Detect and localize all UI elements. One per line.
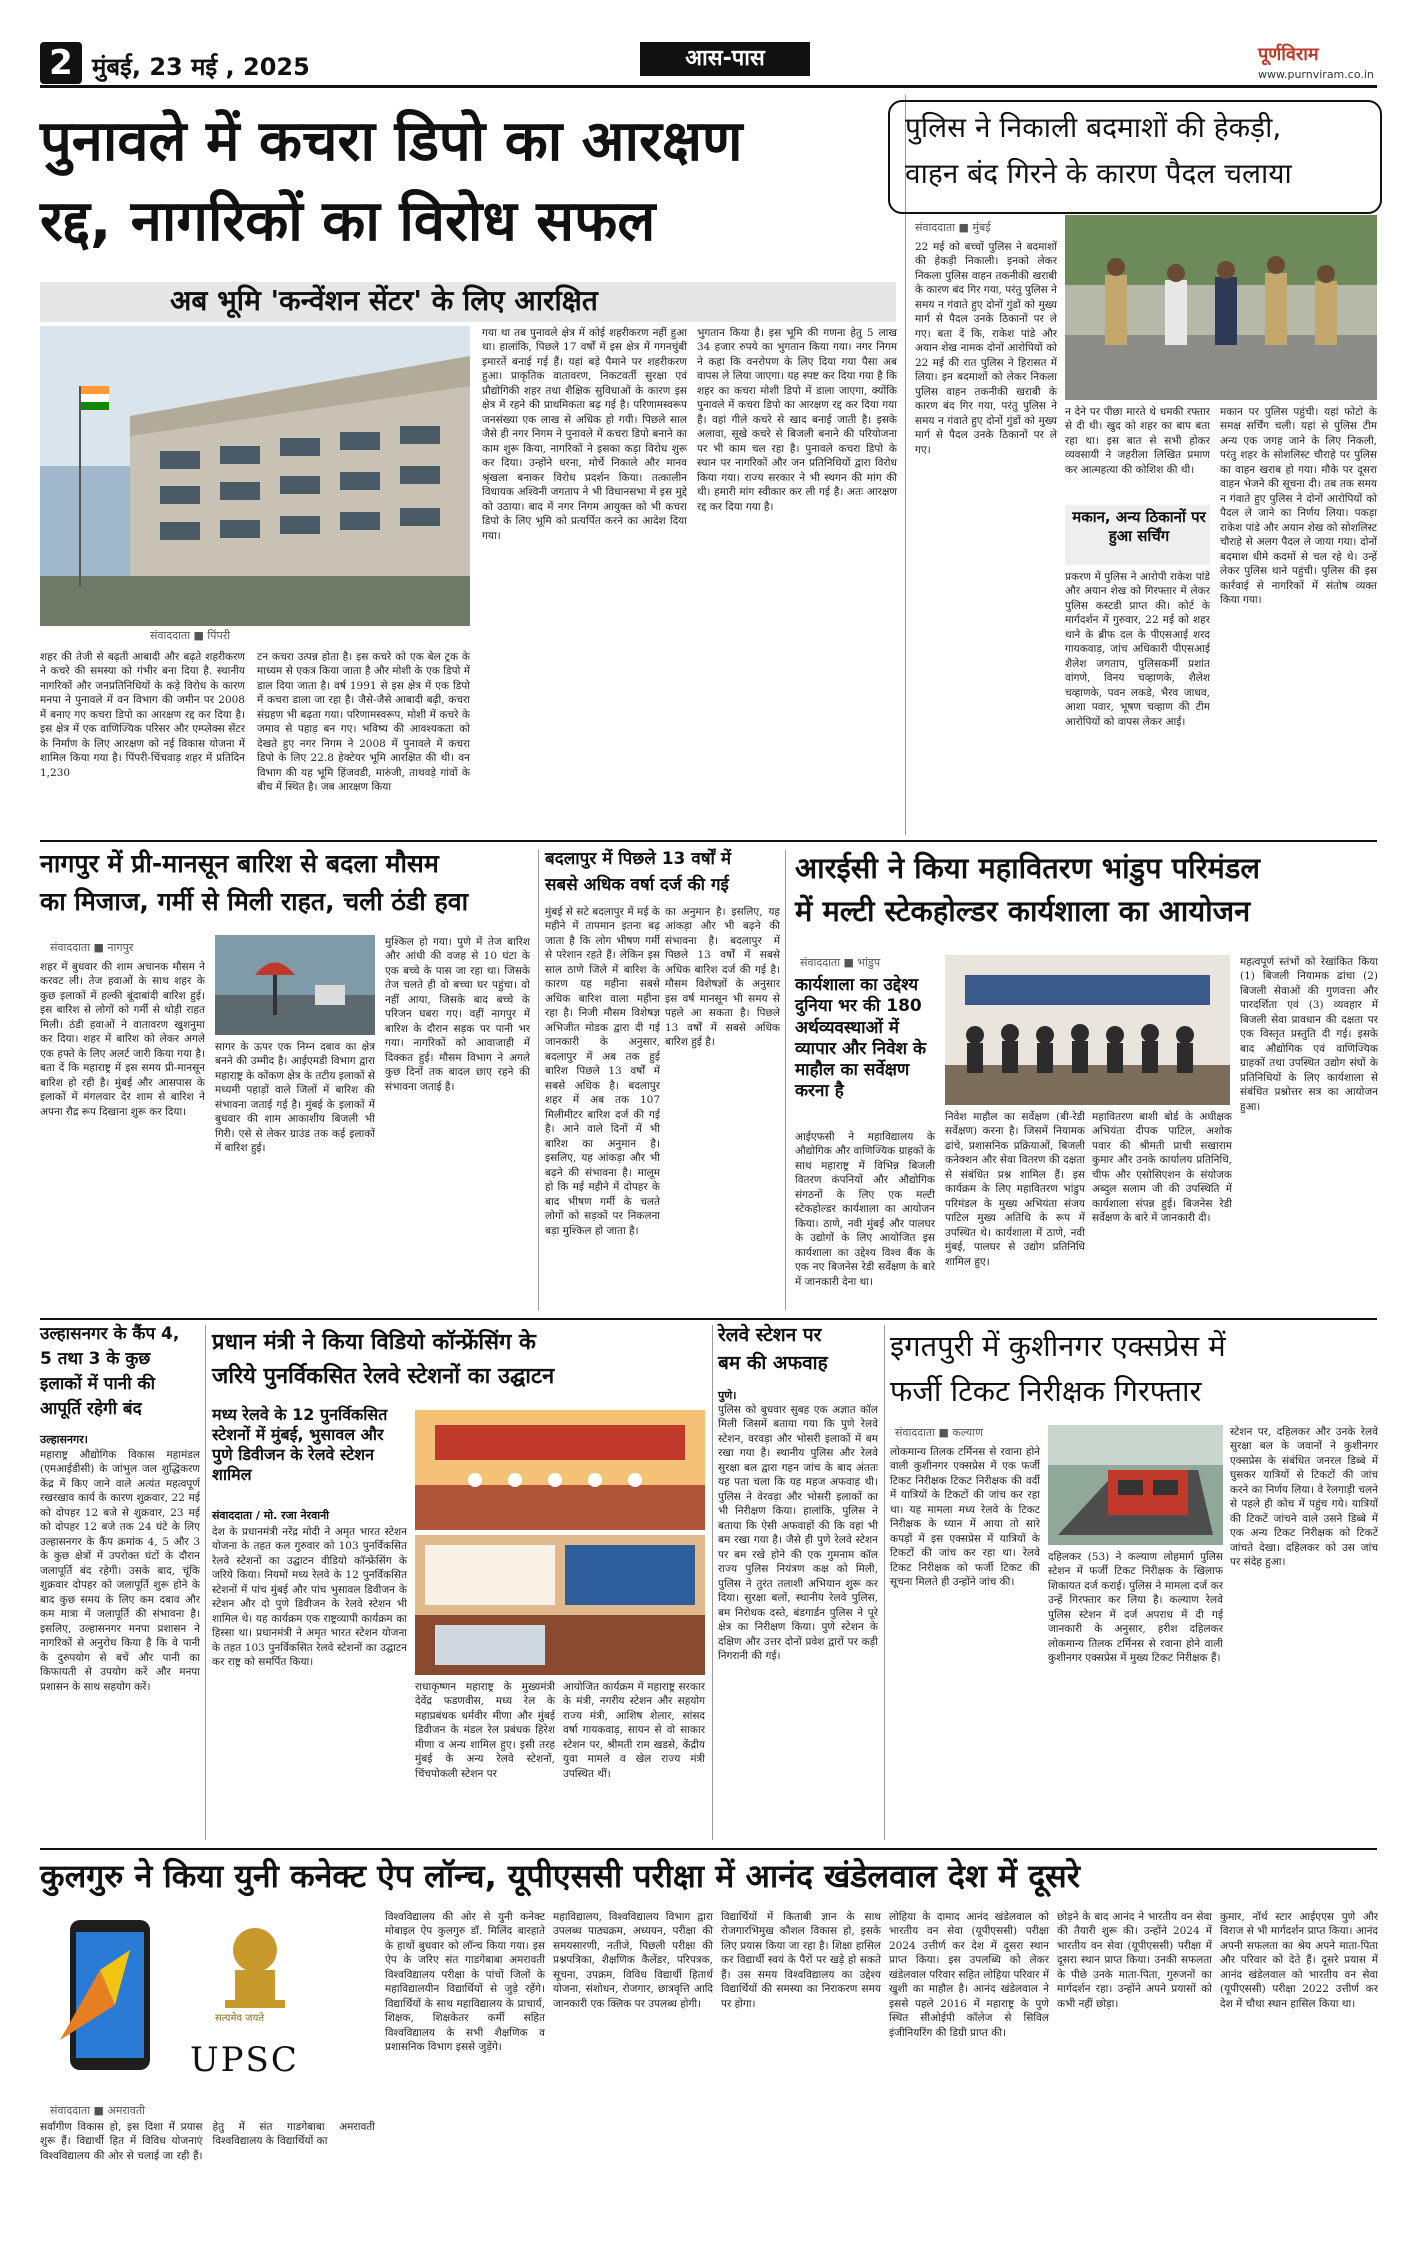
rci-col-3: महावितरण बाशी बोर्ड के अधीक्षक अभियंता दीपक पाटिल, अशोक पवार की श्रीमती प्राची सखाराम कुमार और उनके कार्यालय प्रतिनिधि, चीफ और एसोसिएशन के संयोजक अब्दुल सलाम जी की उपस्थिति में कार्यशाला संपन्न हुई। बिजनेस रेडी सर्वेक्षण के बारे में जानकारी दी।	[1092, 1111, 1232, 1225]
igatpuri-headline-2: फर्जी टिकट निरीक्षक गिरफ्तार	[890, 1374, 1202, 1408]
punawale-col-4: भुगतान किया है। इस भूमि की गणना हेतु 5 लाख 34 हजार रुपये का भुगतान किया गया। नगर निगम ने कहा कि वनरोपण के लिए दिया गया पैसा अब वापस ले लिया जाएगा। यह स्पष्ट कर दिया गया है कि शहर का कचरा मोशी डिपो में डाला जाएगा, क्योंकि पुनावले में कचरा डिपो का आरक्षण रद्द कर दिया गया है। वहां गीले कचरे से खाद बनाई जाती है। इसके अलावा, सूखे कचरे से बिजली बनाने की परियोजना पर भी काम चल रहा है। पुनावले कचरा डिपो के स्थान पर नागरिकों और जन प्रतिनिधियों द्वारा विरोध किया गया। राज्य सरकार ने भी स्थगन की मांग की थी। हमारी मांग स्वीकार कर ली गई है। अतः आरक्षण रद्द कर दिया गया है।	[697, 327, 897, 513]
rci-byline: संवाददाता ■ भांडुप	[800, 956, 881, 969]
bomb-headline-2: बम की अफवाह	[718, 1352, 828, 1374]
rci-col-2: निवेश माहौल का सर्वेक्षण (बी-रेडी सर्वेक्षण) करना है। जिसमें नियामक ढांचे, प्रशासनिक प्रक्रियाओं, बिजली कनेक्शन और सेवा वितरण की दक्षता से संबंधित प्रश्न शामिल हैं। इस कार्यक्रम के लिए महावितरण भांडुप परिमंडल के मुख्य अभियंता संजय पाटिल मुख्य अतिथि के रूप में उपस्थित थे। कार्यशाला में ठाणे, नवी मुंबई, पालघर से उद्योग प्रतिनिधि शामिल हुए।	[945, 1111, 1085, 1268]
column-divider	[712, 1325, 713, 1840]
section-rule-2	[40, 1318, 1377, 1320]
police-col-2b: प्रकरण में पुलिस ने आरोपी राकेश पांडे और अयान शेख को गिरफ्तार में लेकर पुलिस कस्टडी प्राप्त की। कोर्ट के मार्गदर्शन में गुरुवार, 22 मई को शहर थाने के ब्रीफ दल के पीएसआई शरद गायकवाड़, जांच अधिकारी पीएसआई शैलेश जगताप, पुलिसकर्मी प्रशांत वांगणे, विनय चव्हाणके, शैलेश चव्हाणके, पवन लकडे, भैरव जाधव, आशा पवार, भूषण चव्हाण की टीम आरोपियों को वापस लेकर आई।	[1065, 571, 1210, 728]
brand-name: पूर्णविराम	[1258, 44, 1319, 65]
kulguru-col-1: विश्वविद्यालय की ओर से युनी कनेक्ट मोबाइल ऐप कुलगुरु डॉ. मिलिंद बारहाते के हाथों बुधवार को लॉन्च किया गया। इस ऐप के जरिए संत गाडगेबाबा अमरावती विश्वविद्यालय परीक्षा के पांचों जिलों के महाविद्यालयीन विद्यार्थियों से जुड़े रहेंगे। विद्यार्थियों के साथ महाविद्यालय के प्राचार्य, शिक्षक, शिक्षकेतर कर्मी सहित विश्वविद्यालय के सभी शैक्षणिक व प्रशासनिक विभाग इससे जुड़ेंगे।	[385, 1911, 545, 2054]
pm-photo-2	[415, 1535, 705, 1675]
kulguru-col-2: महाविद्यालय, विश्वविद्यालय विभाग द्वारा उपलब्ध पाठ्यक्रम, अध्ययन, परीक्षा की समयसारणी, नतीजे, पिछली परीक्षा की प्रश्नपत्रिका, शैक्षणिक कैलेंडर, परिपत्रक, सूचना, उपक्रम, विविध विद्यार्थी हितार्थ योजना, संशोधन, रोजगार, छात्रवृत्ति आदि जानकारी एक क्लिक पर उपलब्ध होगी।	[553, 1911, 713, 2010]
punawale-photo	[40, 326, 470, 626]
rci-col-1: आईएफसी ने महाविद्यालय के औद्योगिक और वाणिज्यिक ग्राहकों के साथ महाराष्ट्र में विभिन्न बिजली वितरण कंपनियों और औद्योगिक संगठनों के लिए एक मल्टी स्टेकहोल्डर कार्यशाला का आयोजन किया। ठाणे, नवी मुंबई और पालघर के उद्योगों के लिए आयोजित इस कार्यशाला का उद्देश्य विश्व बैंक के एक नए बिजनेस रेडी सर्वेक्षण के बारे में जानकारी देना था।	[795, 1131, 935, 1288]
igatpuri-col-2: दहिलकर (53) ने कल्याण लोहमार्ग पुलिस स्टेशन में फर्जी टिकट निरीक्षक के खिलाफ शिकायत दर्ज कराई। पुलिस ने मामला दर्ज कर उन्हें गिरफ्तार कर लिया है। कल्याण रेलवे पुलिस स्टेशन में दर्ज अपराध में दी गई जानकारी के अनुसार, हरीश दहिलकर लोकमान्य तिलक टर्मिनस से रवाना होने वाली कुशीनगर एक्सप्रेस में मुख्य टिकट निरीक्षक हैं।	[1048, 1551, 1223, 1665]
rci-headline-2: में मल्टी स्टेकहोल्डर कार्यशाला का आयोजन	[795, 894, 1251, 928]
punawale-headline-2: रद्द, नागरिकों का विरोध सफल	[40, 189, 656, 254]
igatpuri-byline: संवाददाता ■ कल्याण	[895, 1426, 984, 1439]
kulguru-col-3: विद्यार्थियों में किताबी ज्ञान के साथ रोजगारभिमुख कौशल विकास हो, इसके लिए प्रयास किया जा रहा है। शिक्षा हासिल कर विद्यार्थी स्वयं के पैरों पर खड़े हो सकते हैं। उस समय विश्वविद्यालय का उद्देश्य विद्यार्थियों की समस्या का निराकरण समय पर होगा।	[721, 1911, 881, 2010]
pm-col-3: आयोजित कार्यक्रम में महाराष्ट्र सरकार के मंत्री, नगरीय स्टेशन और सहयोग राज्य मंत्री, आशिष शेलार, सांसद वर्षा गायकवाड़, सायन से वो साकार स्टेशन पर, श्रीमती राम खडसे, केंद्रीय युवा मामले व खेल राज्य मंत्री उपस्थित थीं।	[563, 1681, 705, 1780]
police-byline: संवाददाता ■ मुंबई	[915, 221, 991, 234]
ulhas-col-1: महाराष्ट्र औद्योगिक विकास महामंडल (एमआईडीसी) के जांभुल जल शुद्धिकरण केंद्र में किए जाने वाले अत्यंत महत्वपूर्ण रखरखाव कार्य के कारण शुक्रवार, 22 मई को दोपहर 12 बजे से शुक्रवार, 23 मई को दोपहर 12 बजे तक 24 घंटे के लिए उल्हासनगर के कैंप क्रमांक 4, 5 और 3 के कुछ क्षेत्रों में उपरोक्त घंटों के दौरान जलापूर्ति बंद रहेगी। उसके बाद, चूंकि शुक्रवार दोपहर को जलापूर्ति शुरू होने के बाद कुछ समय के लिए कम दबाव और कम मात्रा में जलापूर्ति की संभावना है। इसलिए, उल्हासनगर मनपा प्रशासन ने नागरिकों से अनुरोध किया है कि वे पानी के दुरुपयोग से बचें और पानी का किफायती से उपयोग करें और मनपा प्रशासन के साथ सहयोग करें।	[40, 1449, 200, 1693]
nagpur-headline-1: नागपुर में प्री-मानसून बारिश से बदला मौसम	[40, 849, 439, 878]
igatpuri-col-3: स्टेशन पर, दहिलकर और उनके रेलवे सुरक्षा बल के जवानों ने कुशीनगर एक्सप्रेस के संबंधित जनरल डिब्बे में घुसकर यात्रियों से टिकटों की जांच करने का निर्णय लिया। वे रेलगाड़ी चलने से पहले ही कोच में पहुंच गये। यात्रियों की टिकटें जांचने वाले उसने डिब्बे में एक अन्य टिकट निरीक्षक को टिकटें जांचते देखा। दहिलकर को उस जांच पर संदेह हुआ।	[1230, 1426, 1378, 1569]
ulhas-headline-2: 5 तथा 3 के कुछ	[40, 1349, 151, 1369]
punawale-col-2: टन कचरा उत्पन्न होता है। इस कचरे को एक बेल ट्रक के माध्यम से एकत्र किया जाता है और मोशी के एक डिपो में डाल दिया जाता है। वर्ष 1991 से इस क्षेत्र में एक डिपो में कचरा डाला जा रहा है। जैसे-जैसे आबादी बढ़ी, कचरा संग्रहण भी बढ़ता गया। परिणामस्वरूप, मोशी में कचरे के जमाव से पहाड़ बन गए। भविष्य की आवश्यकता को देखते हुए नगर निगम ने 2008 में पुनावले में कचरा डिपो के लिए 22.8 हेक्टेयर भूमि आरक्षित की थी। वन विभाग की यह भूमि हिंजवडी, मारुंजी, ताथवड़े गांवों के बीच में स्थित है। जब आरक्षण किया	[257, 651, 470, 794]
badlapur-col-1: मुंबई से सटे बदलापुर में मई के महीने में तापमान इतना बढ़ जाता है कि लोग भीषण गर्मी से परेशान रहते हैं। लेकिन इस साल ठाणे जिले में बारिश के कारण यह महीना सबसे अधिक बारिश वाला महीना रहा है। निजी मौसम विशेषज्ञ अभिजीत मोडक द्वारा दी गई जानकारी के अनुसार, बदलापुर में अब तक हुई बारिश पिछले 13 वर्षों में सबसे अधिक है। बदलापुर शहर में अब तक 107 मिलीमीटर बारिश दर्ज की गई है। आने वाले दिनों में भी बारिश का अनुमान है। इसलिए, यह आंकड़ा और भी बढ़ने की संभावना है। मालूम हो कि मई महीने में दोपहर के बाद भीषण गर्मी के चलते लोगों को सड़कों पर निकलना बड़ा मुश्किल हो जाता है।	[545, 906, 660, 1237]
emblem-motto: सत्यमेव जयते	[215, 2013, 265, 2024]
pm-col-1: देश के प्रधानमंत्री नरेंद्र मोदी ने अमृत भारत स्टेशन योजना के तहत कल गुरुवार को 103 पुनर्विकसित रेलवे स्टेशनों का उद्घाटन वीडियो कॉन्फ्रेंसिंग के जरिये किया। नियमों मध्य रेलवे के 12 पुनर्विकसित स्टेशनों में पांच मुंबई और पांच भुसावल डिवीजन के स्टेशन और दो पुणे डिवीजन के रेलवे स्टेशन भी शामिल थे। यह कार्यक्रम एक राष्ट्रव्यापी कार्यक्रम का हिस्सा था। प्रधानमंत्री ने अमृत भारत स्टेशन योजना के तहत 103 पुनर्विकसित रेलवे स्टेशनों का उद्घाटन कर राष्ट्र को समर्पित किया।	[212, 1526, 407, 1669]
kulguru-headline: कुलगुरु ने किया युनी कनेक्ट ऐप लॉन्च, यूपीएससी परीक्षा में आनंद खंडेलवाल देश में दूसरे	[40, 1857, 1080, 1895]
igatpuri-col-1: लोकमान्य तिलक टर्मिनस से रवाना होने वाली कुशीनगर एक्सप्रेस में एक फर्जी टिकट निरीक्षक टिकट निरीक्षक की वर्दी में यात्रियों के टिकटों की जांच कर रहा था। यह मामला मध्य रेलवे के टिकट निरीक्षक के ध्यान में आया तो सारे कपड़ों में इस एक्सप्रेस में यात्रियों के टिकटों की जांच कर रहा था। रेलवे टिकट निरीक्षक को फर्जी टिकट की सूचना मिलते ही उन्होंने जांच की।	[890, 1446, 1040, 1589]
pm-byline: संवाददाता / मो. रजा नेरवानी	[212, 1509, 330, 1522]
nagpur-col-1: शहर में बुधवार की शाम अचानक मौसम ने करवट ली। तेज हवाओं के साथ शहर के कुछ इलाकों में हल्की बूंदाबांदी बारिश हुई। इस बारिश से लोगों को गर्मी से थोड़ी राहत मिली। ठंडी हवाओं ने वातावरण खुशनुमा कर दिया। शहर में बारिश को लेकर अगले एक हफ्ते के लिए अलर्ट जारी किया गया है। बता दें कि महाराष्ट्र में इस समय प्री-मानसून बारिश हो रही है। मुंबई और आसपास के इलाकों में मंगलवार देर शाम से बारिश ने अपना रौद्र रूप दिखाना शुरू कर दिया।	[40, 961, 205, 1118]
column-divider	[205, 1325, 206, 1840]
police-col-2: न देने पर पीछा मारते थे धमकी रफ्तार से दी थी। खुद को शहर का बाप बता रहा था। इस बात से सभी होकर व्यवसायी ने जहरीला लिखित प्रमाण कर आत्महत्या की कोशिश की थी।	[1065, 406, 1210, 476]
police-col-1: 22 मई को बच्चों पुलिस ने बदमाशों की हेकड़ी निकाली। इनको लेकर निकला पुलिस वाहन तकनीकी खराबी के कारण बंद गिर गया, परंतु पुलिस ने समय न गंवाते हुए दोनों गुंडों को मुख्य मार्ग से पैदल उनके ठिकानों पर ले गए। बता दें कि, राकेश पांडे और अयान शेख नामक दोनों आरोपियों को 22 मई की रात पुलिस ने हिरासत में लिया। इन बदमाशों को लेकर निकला पुलिस वाहन तकनीकी खराबी के कारण बंद गिर गया, परंतु पुलिस ने समय न गंवाते हुए दोनों गुंडों को मुख्य मार्ग से पैदल उनके ठिकानों पर ले गए।	[915, 241, 1057, 456]
section-label: आस-पास	[640, 42, 810, 76]
rci-pullquote: कार्यशाला का उद्देश्य दुनिया भर की 180 अर्थव्यवस्थाओं में व्यापार और निवेश के माहौल का सर्वेक्षण करना है	[795, 975, 927, 1102]
kulguru-col-0a: सर्वांगीण विकास हो, इस दिशा में प्रयास शुरू हैं। विद्यार्थी हित में विविध योजनाएं विश्वविद्यालय की ओर से चलाई जा रही हैं। हेतु में संत गाडगेबाबा अमरावती विश्वविद्यालय के विद्यार्थियों का	[40, 2121, 375, 2162]
badlapur-headline-2: सबसे अधिक वर्षा दर्ज की गई	[545, 875, 729, 895]
column-divider	[785, 850, 786, 1310]
header-rule	[40, 85, 1377, 88]
column-divider	[884, 1325, 885, 1840]
kulguru-col-4: लोहिया के दामाद आनंद खंडेलवाल को भारतीय वन सेवा (यूपीएससी) परीक्षा 2024 उत्तीर्ण कर देश में दूसरा स्थान प्राप्त किया। इस उपलब्धि को लेकर खंडेलवाल परिवार सहित लोहिया परिवार में खुशी का माहौल है। आनंद खंडेलवाल ने इससे पहले 2016 में महाराष्ट्र के पुणे स्थित सीओईपी कॉलेज से सिविल इंजीनियरिंग की डिग्री प्राप्त की।	[889, 1911, 1049, 2039]
nagpur-photo	[215, 935, 375, 1035]
section-rule-3	[40, 1848, 1377, 1850]
ulhas-headline-3: इलाकों में पानी की	[40, 1374, 156, 1394]
column-divider	[538, 850, 539, 1310]
pm-pullquote: मध्य रेलवे के 12 पुनर्विकसित स्टेशनों में मुंबई, भुसावल और पुणे डिवीजन के रेलवे स्टेशन शामिल	[212, 1405, 388, 1484]
ulhas-headline-1: उल्हासनगर के कैंप 4,	[40, 1324, 180, 1344]
nagpur-headline-2: का मिजाज, गर्मी से मिली राहत, चली ठंडी हवा	[40, 887, 469, 916]
police-col-3: मकान पर पुलिस पहुंची। यहां फोटो के समक्ष सर्चिंग चली। यहां से पुलिस टीम अन्य एक जगह जाने के लिए निकली, परंतु शहर के सोशलिस्ट चौराहे पर पुलिस का वाहन खराब हो गया। मौके पर दूसरा वाहन भेजने की सूचना दी। तब तक समय न गंवाते हुए पुलिस ने दोनों आरोपियों को पैदल ले जाने का निर्णय लिया। पकड़ा राकेश पांडे और अयान शेख को सोशलिस्ट चौराहे से अलग पैदल ले जाया गया। दोनों बदमाश धीमे कदमों से चल रहे थे। उन्हें लेकर पुलिस थाने पहुंची। पुलिस की इस कार्रवाई से नागरिकों में संतोष व्यक्त किया गया।	[1220, 406, 1377, 607]
ulhas-byline: उल्हासनगर।	[40, 1433, 88, 1446]
nagpur-byline: संवाददाता ■ नागपुर	[50, 941, 134, 954]
punawale-col-3: गया था तब पुनावले क्षेत्र में कोई शहरीकरण नहीं हुआ था। हालांकि, पिछले 17 वर्षों में इस क्षेत्र में गगनचुंबी इमारतें बनाई गई हैं। यहां बड़े पैमाने पर शहरीकरण हुआ। प्राकृतिक वातावरण, निकटवर्ती सुरक्षा एवं प्रौद्योगिकी शहर तथा शैक्षिक सुविधाओं के कारण इस क्षेत्र में रहने की प्राथमिकता बढ़ गई है। परिणामस्वरूप जनसंख्या एक लाख से अधिक हो गयी। पिछले साल जैसे ही नगर निगम ने पुनावले में कचरा डिपो बनाने का काम शुरू किया, नागरिकों ने इसका कड़ा विरोध शुरू कर दिया। उन्होंने धरना, मोर्चे निकाले और मानव श्रृंखला बनाकर विरोध प्रदर्शन किया। तत्कालीन विधायक अश्विनी जगताप ने भी विधानसभा में इस मुद्दे को उठाया। बाद में नगर निगम आयुक्त को भी कचरा डिपो के लिए भूमि को प्रत्यर्पित करने का आदेश दिया गया।	[482, 327, 687, 542]
pm-headline-1: प्रधान मंत्री ने किया विडियो कॉन्फ्रेंसिंग के	[212, 1330, 536, 1355]
pm-headline-2: जरिये पुनर्विकसित रेलवे स्टेशनों का उद्घाटन	[212, 1364, 555, 1389]
igatpuri-headline-1: इगतपुरी में कुशीनगर एक्सप्रेस में	[890, 1329, 1226, 1363]
upsc-logo: UPSC	[190, 2040, 299, 2080]
pm-photo-1	[415, 1410, 705, 1530]
nagpur-col-3: मुश्किल हो गया। पुणे में तेज बारिश और आंधी की वजह से 10 घंटा के एक बच्चे के पास जा रहा था। जिसके तेज चलते ही वो बच्चा घर पहुंचा। वो नहीं आया, जिसके बाद बच्चे के परिजन घबरा गए। वहीं नागपुर में बारिश के दौरान सड़क पर पानी भर गया। नागरिकों को आवाजाही में दिक्कत हुई। मौसम विभाग ने अगले कुछ दिनों तक बादल छाए रहने की संभावना जताई है।	[385, 936, 530, 1093]
app-phone-graphic	[40, 1910, 170, 2085]
punawale-col-1: शहर की तेजी से बढ़ती आबादी और बढ़ते शहरीकरण ने कचरे की समस्या को गंभीर बना दिया है. स्थानीय नागरिकों और जनप्रतिनिधियों के कड़े विरोध के कारण मनपा ने पुनावले में वन विभाग की जमीन पर 2008 में बनाए गए कचरा डिपो का आरक्षण रद्द कर दिया है। इस क्षेत्र में एक वाणिज्यिक परिसर और एम्प्लेक्स सेंटर के निर्माण के लिए आरक्षण को नई विकास योजना में शामिल किया गया है। पिंपरी-चिंचवाड़ शहर में प्रतिदिन 1,230	[40, 651, 245, 779]
brand-url[interactable]: www.purnviram.co.in	[1258, 68, 1374, 81]
punawale-byline: संवाददाता ■ पिंपरी	[150, 629, 231, 642]
section-rule-1	[40, 840, 1377, 842]
police-pullquote: मकान, अन्य ठिकानों पर हुआ सर्चिंग	[1072, 508, 1206, 545]
bomb-headline-1: रेलवे स्टेशन पर	[718, 1324, 822, 1346]
rci-col-4: महत्वपूर्ण स्तंभों को रेखांकित किया (1) बिजली नियामक ढांचा (2) बिजली सेवाओं की गुणवत्ता और पारदर्शिता एवं (3) व्यवहार में बिजली सेवा प्रावधान की दक्षता पर एक विस्तृत प्रस्तुति दी गई। इसके बाद औद्योगिक एवं वाणिज्यिक ग्राहकों तथा उपस्थित उद्योग संघों के प्रतिनिधियों के लिए कार्यशाला से संबंधित प्रश्नोत्तर सत्र का आयोजन हुआ।	[1240, 956, 1378, 1113]
police-headline-2: वाहन बंद गिरने के कारण पैदल चलाया	[905, 157, 1292, 190]
bomb-col-1: पुलिस को बुधवार सुबह एक अज्ञात कॉल मिली जिसमें बताया गया कि पुणे रेलवे स्टेशन, वरवड़ा और भोसरी इलाकों में बम रखा गया है। स्थानीय पुलिस और रेलवे सुरक्षा बल द्वारा गहन जांच के बाद अंततः यह पता चला कि यह महज अफवाह थी। पुलिस ने वेरवड़ा और भोसरी इलाकों का भी निरीक्षण किया। हालांकि, पुलिस ने बताया कि ऐसी अफवाहों की कि वहां भी बम रखा गया है। जैसे ही पुणे रेलवे स्टेशन पर बम रखे होने की एक गुमनाम कॉल राज्य पुलिस नियंत्रण कक्ष को मिली, पुलिस ने तुरंत तलाशी अभियान शुरू कर दिया। सुरक्षा बलों, स्थानीय रेलवे पुलिस, बम निरोधक दस्ते, बंडगार्डन पुलिस ने पूरे क्षेत्र का निरीक्षण किया। पुणे स्टेशन के दक्षिण और उत्तर दोनों प्रवेश द्वारों पर कड़ी निगरानी की गई।	[718, 1404, 878, 1663]
police-headline-1: पुलिस ने निकाली बदमाशों की हेकड़ी,	[905, 111, 1282, 144]
nagpur-col-2: सागर के ऊपर एक निम्न दबाव का क्षेत्र बनने की उम्मीद है। आईएमडी विभाग द्वारा महाराष्ट्र के कोंकण क्षेत्र के तटीय इलाकों से मध्यमी पहाड़ों वाले जिलों में बारिश की संभावना जताई गई है। मुंबई के इलाकों में बुधवार की शाम आकाशीय बिजली भी गिरी। एसे से लेकर ग्राउंड तक कई इलाकों में बारिश हुई।	[215, 1041, 375, 1155]
punawale-subhead: अब भूमि 'कन्वेंशन सेंटर' के लिए आरक्षित	[170, 284, 598, 317]
punawale-headline-1: पुनावले में कचरा डिपो का आरक्षण	[40, 109, 743, 174]
rci-headline-1: आरईसी ने किया महावितरण भांडुप परिमंडल	[795, 851, 1261, 885]
rci-photo	[945, 955, 1230, 1105]
igatpuri-photo	[1048, 1425, 1223, 1545]
badlapur-headline-1: बदलापुर में पिछले 13 वर्षों में	[545, 849, 732, 869]
kulguru-col-5: छोड़ने के बाद आनंद ने भारतीय वन सेवा की तैयारी शुरू की। उन्होंने 2024 में भारतीय वन सेवा (यूपीएससी) परीक्षा में दूसरा स्थान प्राप्त किया। उनकी सफलता के पीछे उनके माता-पिता, गुरुजनों का मार्गदर्शन रहा। उन्होंने अपने प्रयासों को कभी नहीं छोड़ा।	[1057, 1911, 1212, 2010]
page-number: 2	[40, 42, 82, 84]
pm-col-2: राधाकृष्णन महाराष्ट्र के मुख्यमंत्री देवेंद्र फडणवीस, मध्य रेल के महाप्रबंधक धर्मवीर मीणा और मुंबई डिवीजन के मंडल रेल प्रबंधक हिरेश मीणा व अन्य शामिल हुए। इसी तरह मुंबई के अन्य रेलवे स्टेशनों, चिंचपोकली स्टेशन पर	[415, 1681, 555, 1780]
kulguru-byline: संवाददाता ■ अमरावती	[50, 2104, 146, 2117]
bomb-byline: पुणे।	[718, 1389, 737, 1402]
kulguru-col-6: कुमार, नॉर्थ स्टार आईएएस पुणे और विराज से भी मार्गदर्शन प्राप्त किया। आनंद अपनी सफलता का श्रेय अपने माता-पिता और परिवार को देते हैं। दूसरे प्रयास में आनंद खंडेलवाल को भारतीय वन सेवा (यूपीएससी) परीक्षा 2022 उत्तीर्ण कर देश में चौथा स्थान हासिल किया था।	[1220, 1911, 1378, 2010]
edition-date: मुंबई, 23 मई , 2025	[92, 53, 310, 81]
police-photo	[1065, 215, 1377, 400]
badlapur-col-2: का अनुमान है। इसलिए, यह आंकड़ा और भी बढ़ने की संभावना है। बदलापुर में पिछले 13 वर्षों में सबसे अधिक बारिश दर्ज की गई है। मौसम विशेषज्ञों के अनुसार इस वर्ष मानसून भी समय से पहले आ सकता है। पिछले 13 वर्षों में सबसे अधिक बारिश हुई है।	[665, 906, 780, 1049]
ulhas-headline-4: आपूर्ति रहेगी बंद	[40, 1399, 142, 1419]
